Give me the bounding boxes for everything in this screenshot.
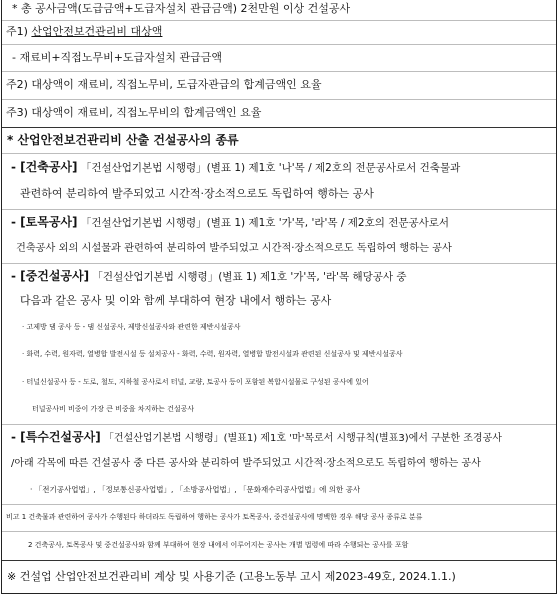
heavy-item-tunnel bbox=[2, 370, 556, 397]
remark-1-text: 비고 1 건축물과 관련하여 공사가 수행된다 하더라도 독립하여 행하는 공사가 토목공사, 중건설공사에 명백한 경우 해당 공사 종류로 분류 bbox=[6, 513, 423, 521]
heavy-item-tunnel-detail-text: 터널공사비 비중이 가장 큰 비중을 차지하는 건설공사 bbox=[32, 405, 195, 413]
building-work-text: 「건설산업기본법 시행령」(별표 1) 제1호 '나'목 / 제2호의 전문공사로서 건축물과 bbox=[77, 162, 461, 174]
note-2-text: 주2) 대상액이 재료비, 직접노무비, 도급자관급의 합계금액인 요율 bbox=[6, 78, 322, 91]
heavy-item-dam-text: · 고제방 댐 공사 등 - 댐 신설공사, 제방신설공사와 관련한 제반시설공사 bbox=[22, 323, 241, 331]
civil-work-detail-text: 건축공사 외의 시설물과 관련하여 분리하여 발주되었고 시간적·장소적으로도 독립하여 행하는 공사 bbox=[16, 243, 452, 254]
heavy-work-label: - [중건설공사] bbox=[11, 269, 90, 283]
building-work-label: - [건축공사] bbox=[11, 160, 78, 174]
total-cost-criteria bbox=[2, 0, 556, 20]
remark-2 bbox=[2, 531, 556, 560]
note-1-prefix: 주1) bbox=[6, 25, 32, 38]
civil-work-text: 「건설산업기본법 시행령」(별표 1) 제1호 '가'목, '라'목 / 제2호의 전문공사로서 bbox=[77, 217, 450, 229]
source-footer bbox=[2, 560, 556, 593]
civil-work-label: - [토목공사] bbox=[11, 215, 78, 229]
remark-2-text: 2 건축공사, 토목공사 및 중건설공사와 함께 부대하여 현장 내에서 이루어지는 공사는 개별 법령에 따라 수행되는 공사를 포함 bbox=[28, 541, 409, 549]
special-item-laws bbox=[2, 478, 556, 504]
section-heading-text: * 산업안전보건관리비 산출 건설공사의 종류 bbox=[7, 133, 239, 147]
heavy-work-detail-text: 다음과 같은 공사 및 이와 함께 부대하여 현장 내에서 행하는 공사 bbox=[20, 294, 332, 307]
heavy-item-tunnel-detail bbox=[2, 397, 556, 424]
note-3-text: 주3) 대상액이 재료비, 직접노무비의 합계금액인 요율 bbox=[6, 106, 262, 119]
document-frame bbox=[1, 0, 557, 594]
note-1-underlined-text: 산업안전보건관리비 대상액 bbox=[31, 25, 163, 38]
heavy-item-dam bbox=[2, 315, 556, 341]
note-1 bbox=[2, 20, 556, 44]
heavy-work-detail bbox=[2, 289, 556, 315]
building-work-detail bbox=[2, 181, 556, 209]
special-item-laws-text: · 「전기공사업법」, 「정보통신공사업법」, 「소방공사업법」, 「문화재수리공사업법」에 의한 공사 bbox=[30, 485, 361, 494]
special-work-detail bbox=[2, 451, 556, 478]
note-1-detail bbox=[2, 44, 556, 71]
special-work-label: - [특수건설공사] bbox=[11, 430, 101, 444]
heavy-work-row bbox=[2, 263, 556, 289]
heavy-item-power-text: · 화력, 수력, 원자력, 열병합 발전시설 등 설치공사 - 화력, 수력, 원자력, 열병합 발전시설과 관련된 신설공사 및 제반시설공사 bbox=[22, 350, 403, 358]
civil-work-detail bbox=[2, 236, 556, 263]
special-work-text: 「건설산업기본법 시행령」(별표1) 제1호 '마'목로서 시행규칙(별표3)에서 구분한 조경공사 bbox=[100, 433, 502, 444]
heavy-item-tunnel-text: · 터널신설공사 등 - 도로, 철도, 지하철 공사로서 터널, 교량, 토공사 등이 포함된 복합시설물로 구성된 공사에 있어 bbox=[22, 378, 369, 386]
remark-1 bbox=[2, 504, 556, 531]
note-3 bbox=[2, 99, 556, 127]
special-work-detail-text: /아래 각목에 따른 건설공사 중 다른 공사와 분리하여 발주되었고 시간적·장소적으로도 독립하여 행하는 공사 bbox=[11, 458, 481, 469]
civil-work-row bbox=[2, 209, 556, 236]
note-2 bbox=[2, 71, 556, 99]
total-cost-criteria-text: * 총 공사금액(도급금액+도급자설치 관급금액) 2천만원 이상 건설공사 bbox=[12, 2, 351, 15]
heavy-item-power bbox=[2, 341, 556, 370]
heavy-work-text: 「건설산업기본법 시행령」(별표 1) 제1호 '가'목, '라'목 해당공사 중 bbox=[89, 271, 407, 283]
building-work-row bbox=[2, 153, 556, 181]
source-footer-text: ※ 건설업 산업안전보건관리비 계상 및 사용기준 (고용노동부 고시 제2023-49호, 2024.1.1.) bbox=[7, 570, 456, 583]
building-work-detail-text: 관련하여 분리하여 발주되었고 시간적·장소적으로도 독립하여 행하는 공사 bbox=[20, 187, 374, 200]
section-heading bbox=[2, 127, 556, 153]
note-1-detail-text: - 재료비+직접노무비+도급자설치 관급금액 bbox=[12, 51, 223, 64]
special-work-row bbox=[2, 424, 556, 451]
